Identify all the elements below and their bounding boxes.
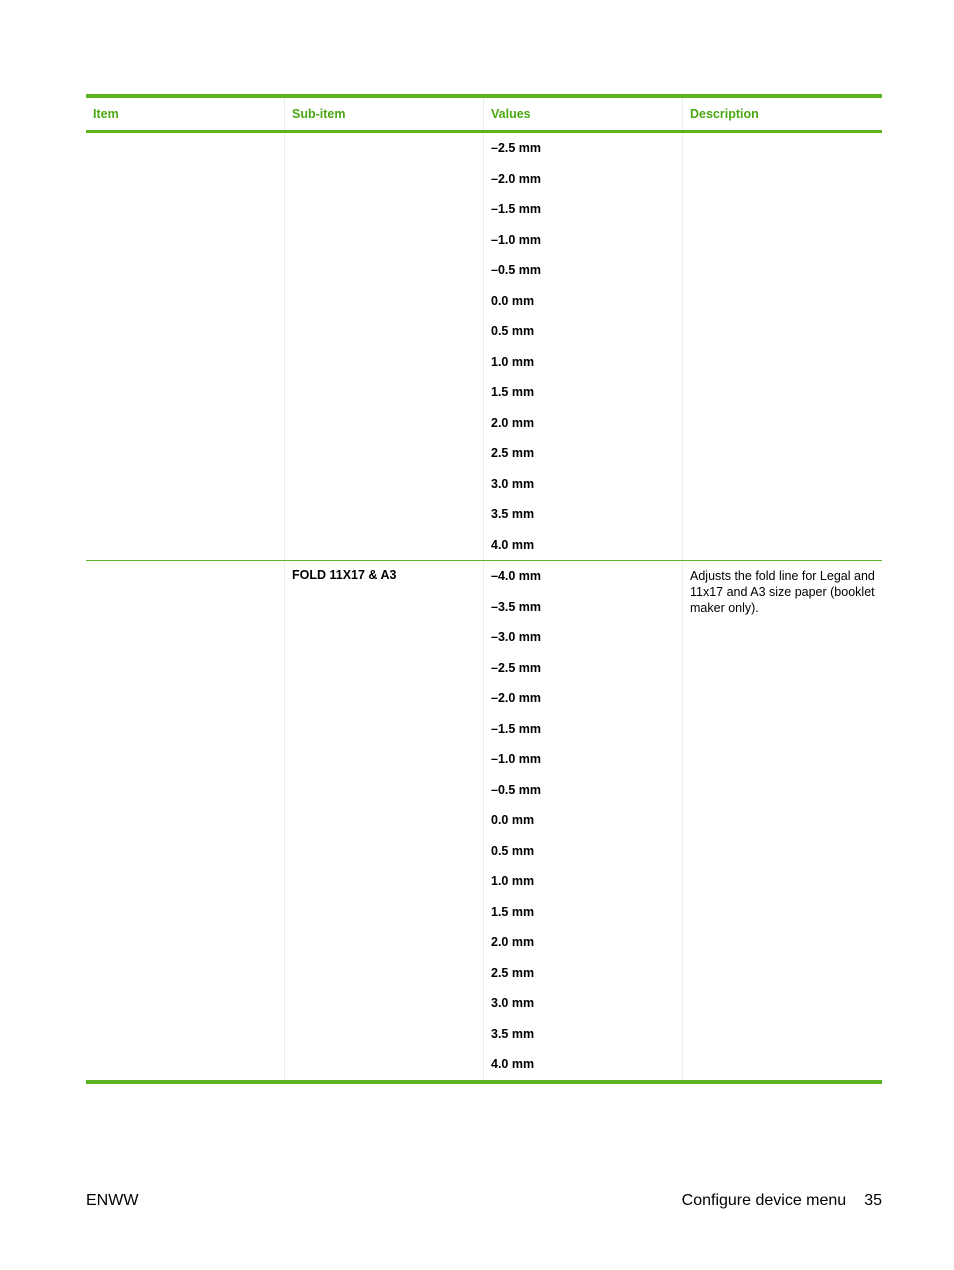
value-item: 3.0 mm	[491, 996, 535, 1010]
value-item: –1.0 mm	[491, 232, 542, 247]
value-item: 1.0 mm	[491, 874, 535, 888]
footer-section	[682, 1192, 882, 1210]
header-description: Description	[690, 107, 759, 121]
header-item: Item	[86, 98, 285, 130]
item-cell	[86, 561, 285, 1080]
table-header-row	[86, 98, 882, 130]
subitem-text	[285, 133, 483, 140]
page-number: 35	[864, 1192, 882, 1209]
table-row	[86, 561, 882, 1080]
header-subitem: Sub-item	[285, 98, 484, 130]
value-item: 4.0 mm	[491, 537, 535, 552]
value-item: 1.0 mm	[491, 354, 535, 369]
value-item: 3.0 mm	[491, 476, 535, 491]
subitem-cell	[285, 561, 484, 1080]
table-bottom-rule	[86, 1080, 882, 1084]
header-values: Values	[484, 98, 683, 130]
value-item: 0.0 mm	[491, 813, 535, 827]
description-cell	[683, 561, 882, 1080]
values-cell	[484, 561, 683, 1080]
value-item: –2.5 mm	[491, 141, 542, 155]
settings-table	[86, 94, 882, 1084]
subitem-text: FOLD 11X17 & A3	[292, 568, 397, 582]
value-item: –2.0 mm	[491, 171, 542, 186]
value-item: 0.5 mm	[491, 324, 535, 338]
value-item: –1.0 mm	[491, 752, 542, 766]
value-item: 2.0 mm	[491, 935, 535, 949]
value-item: 3.5 mm	[491, 507, 535, 521]
footer-section-title: Configure device menu	[681, 1192, 847, 1209]
value-item: 1.5 mm	[491, 385, 535, 399]
item-cell	[86, 133, 285, 560]
value-item: 3.5 mm	[491, 1026, 535, 1041]
value-item: –3.5 mm	[491, 599, 542, 614]
value-item: –3.0 mm	[491, 630, 542, 644]
item-text	[86, 561, 284, 568]
value-item: 2.5 mm	[491, 965, 535, 980]
item-text	[86, 133, 284, 140]
description-text: Adjusts the fold line for Legal and 11x17 and A3 size paper (booklet maker only).	[690, 569, 875, 615]
subitem-cell	[285, 133, 484, 560]
value-item: –2.5 mm	[491, 660, 542, 675]
value-item: –0.5 mm	[491, 263, 542, 277]
value-item: –0.5 mm	[491, 782, 542, 797]
value-item: 0.5 mm	[491, 843, 535, 858]
description-cell	[683, 133, 882, 560]
description-text	[683, 133, 882, 140]
value-item: –1.5 mm	[491, 721, 542, 736]
footer-doc-id: ENWW	[86, 1192, 139, 1209]
value-item: 2.5 mm	[491, 446, 535, 460]
value-item: 1.5 mm	[491, 904, 535, 919]
value-item: 0.0 mm	[491, 293, 535, 308]
value-item: –1.5 mm	[491, 202, 542, 216]
table-row	[86, 133, 882, 560]
value-item: –4.0 mm	[491, 569, 542, 583]
value-item: 4.0 mm	[491, 1057, 535, 1071]
value-item: –2.0 mm	[491, 691, 542, 705]
value-item: 2.0 mm	[491, 415, 535, 430]
values-cell	[484, 133, 683, 560]
